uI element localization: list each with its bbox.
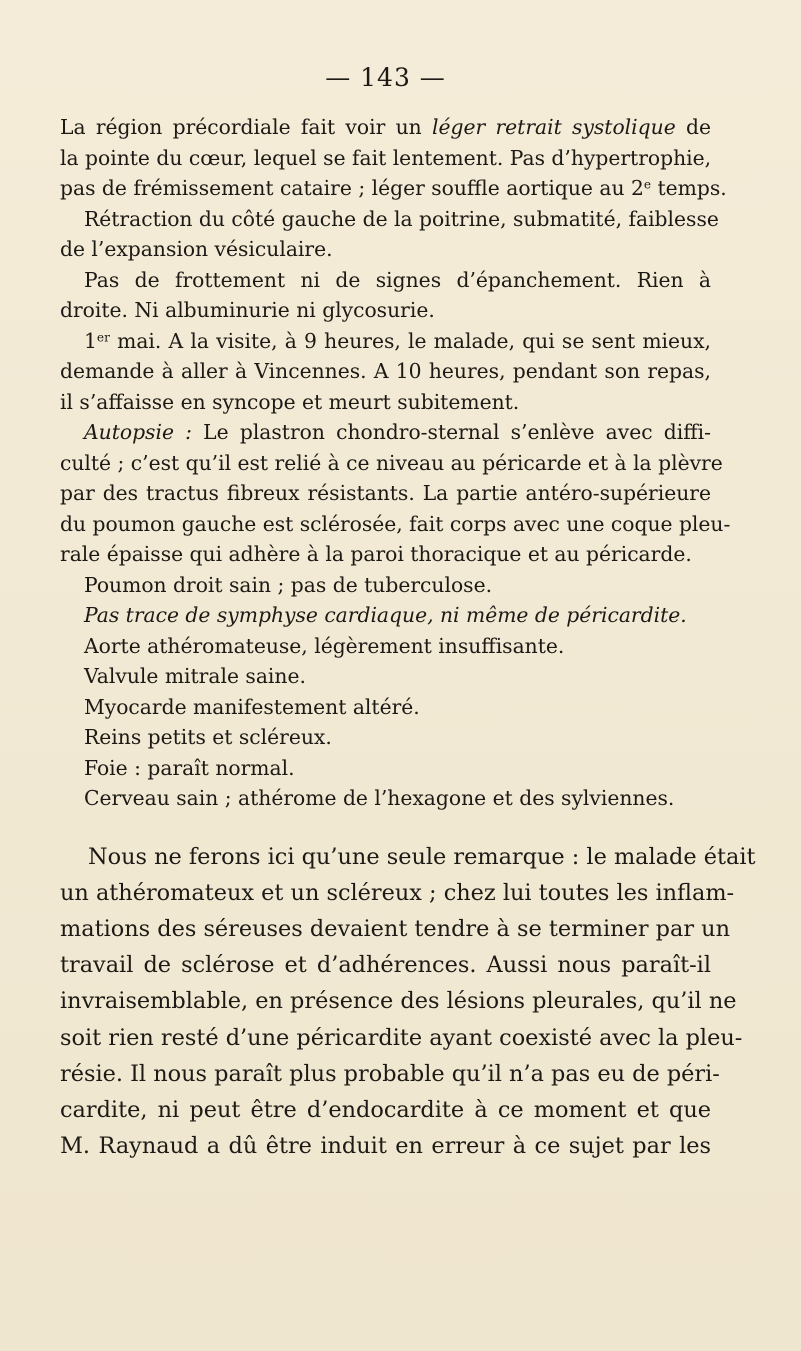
- observation-section: [60, 112, 731, 814]
- text-line: Aorte athéromateuse, légèrement insuffisante.: [84, 633, 565, 658]
- italic-phrase: Autopsie :: [84, 420, 192, 444]
- text-line: Poumon droit sain ; pas de tuberculose.: [84, 572, 493, 597]
- text-line: travail de sclérose et d’adhérences. Aussi nous paraît-il: [60, 952, 711, 979]
- text-line: il s’affaisse en syncope et meurt subitement.: [60, 389, 520, 414]
- text-line: [60, 600, 711, 631]
- text-line: culté ; c’est qu’il est relié à ce niveau au péricarde et à la plèvre: [60, 450, 723, 475]
- text-line: un athéromateux et un scléreux ; chez lui toutes les inflam-: [60, 879, 735, 906]
- text-line: Cerveau sain ; athérome de l’hexagone et des sylviennes.: [84, 786, 675, 810]
- text-line: Reins petits et scléreux.: [84, 725, 332, 749]
- text-line: Pas de frottement ni de signes d’épanchement. Rien à: [84, 267, 711, 292]
- text-line: du poumon gauche est sclérosée, fait corps avec une coque pleu-: [60, 511, 731, 536]
- italic-phrase: Pas trace de symphyse cardiaque, ni même de péricardite.: [84, 603, 687, 627]
- text-line: la pointe du cœur, lequel se fait lentement. Pas d’hypertrophie,: [60, 145, 712, 170]
- text-line: Foie : paraît normal.: [84, 755, 295, 780]
- text-line: Autopsie : Le plastron chondro-sternal s’enlève avec diffi-: [84, 420, 711, 444]
- text-line: cardite, ni peut être d’endocardite à ce moment et que: [60, 1096, 711, 1123]
- text-line: 1er mai. A la visite, à 9 heures, le malade, qui se sent mieux,: [84, 328, 711, 353]
- text-line: mations des séreuses devaient tendre à se terminer par un: [60, 915, 731, 942]
- page-number: — 143 —: [325, 63, 446, 92]
- text-line: M. Raynaud a dû être induit en erreur à ce sujet par les: [60, 1133, 711, 1160]
- text-line: par des tractus fibreux résistants. La partie antéro-supérieure: [60, 481, 711, 505]
- text-line: résie. Il nous paraît plus probable qu’il n’a pas eu de péri-: [60, 1060, 720, 1087]
- text-line: La région précordiale fait voir un léger retrait systolique de: [60, 115, 711, 139]
- text-line: Myocarde manifestement altéré.: [84, 694, 420, 719]
- text-line: invraisemblable, en présence des lésions pleurales, qu’il ne: [60, 988, 737, 1015]
- text-line: soit rien resté d’une péricardite ayant coexisté avec la pleu-: [60, 1024, 743, 1051]
- text-line: rale épaisse qui adhère à la paroi thoracique et au péricarde.: [60, 542, 692, 566]
- italic-phrase: léger retrait systolique: [432, 115, 676, 139]
- text-line: pas de frémissement cataire ; léger souffle aortique au 2e temps.: [60, 176, 727, 200]
- text-line: Nous ne ferons ici qu’une seule remarque : le malade était: [88, 843, 756, 870]
- text-line: Valvule mitrale saine.: [84, 664, 306, 688]
- text-line: droite. Ni albuminurie ni glycosurie.: [60, 298, 435, 322]
- text-line: demande à aller à Vincennes. A 10 heures, pendant son repas,: [60, 359, 711, 383]
- text-line: de l’expansion vésiculaire.: [60, 237, 333, 261]
- commentary-section: [60, 839, 756, 1165]
- text-line: Rétraction du côté gauche de la poitrine, submatité, faiblesse: [84, 206, 719, 231]
